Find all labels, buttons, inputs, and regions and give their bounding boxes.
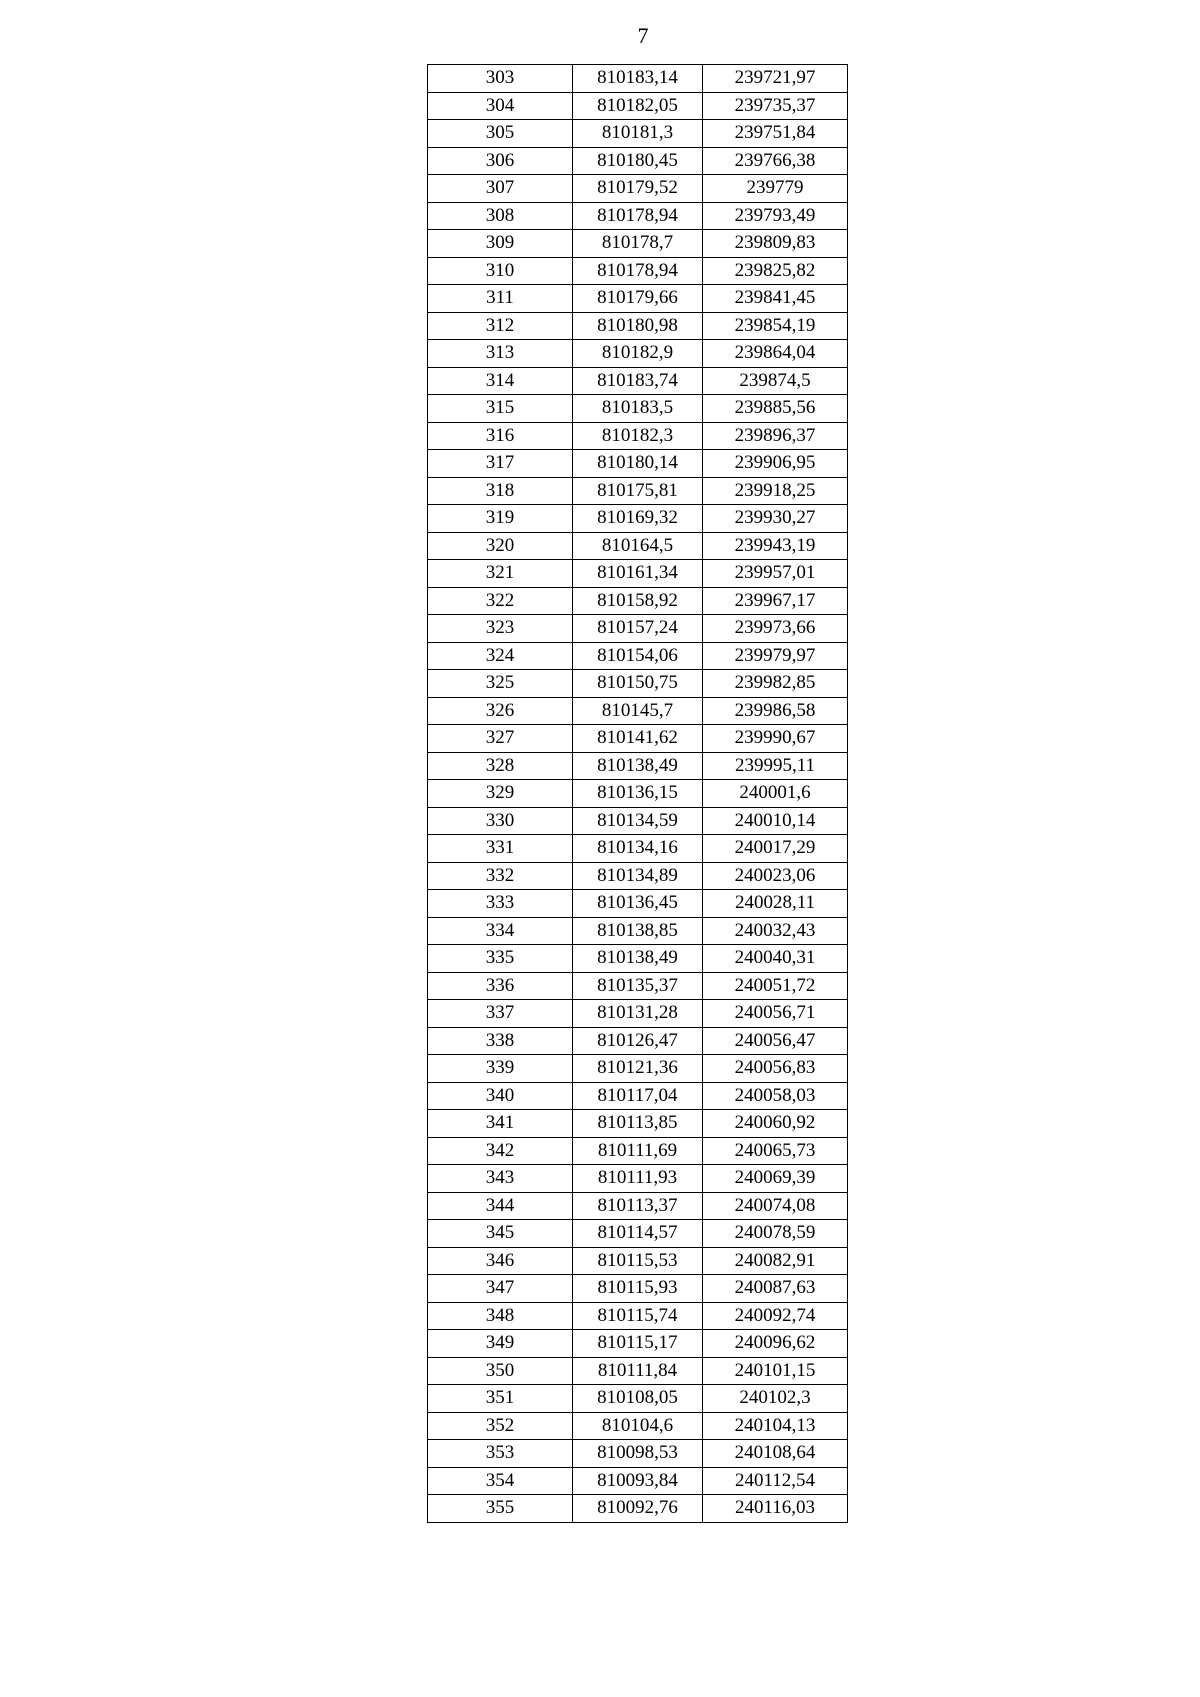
table-row bbox=[428, 395, 848, 423]
point-number-cell: 344 bbox=[428, 1192, 573, 1220]
point-number-cell: 346 bbox=[428, 1247, 573, 1275]
y-coordinate-cell: 239854,19 bbox=[703, 312, 848, 340]
x-coordinate-cell: 810180,98 bbox=[573, 312, 703, 340]
y-coordinate-cell: 239918,25 bbox=[703, 477, 848, 505]
table-row bbox=[428, 1467, 848, 1495]
y-coordinate-cell: 240056,71 bbox=[703, 1000, 848, 1028]
point-number-cell: 348 bbox=[428, 1302, 573, 1330]
point-number-cell: 340 bbox=[428, 1082, 573, 1110]
point-number-cell: 343 bbox=[428, 1165, 573, 1193]
point-number-cell: 308 bbox=[428, 202, 573, 230]
table-row bbox=[428, 670, 848, 698]
x-coordinate-cell: 810138,85 bbox=[573, 917, 703, 945]
point-number-cell: 334 bbox=[428, 917, 573, 945]
y-coordinate-cell: 239995,11 bbox=[703, 752, 848, 780]
x-coordinate-cell: 810114,57 bbox=[573, 1220, 703, 1248]
page-number: 7 bbox=[637, 23, 649, 48]
table-row bbox=[428, 1082, 848, 1110]
point-number-cell: 355 bbox=[428, 1495, 573, 1523]
point-number-cell: 322 bbox=[428, 587, 573, 615]
x-coordinate-cell: 810108,05 bbox=[573, 1385, 703, 1413]
table-row bbox=[428, 175, 848, 203]
y-coordinate-cell: 239793,49 bbox=[703, 202, 848, 230]
x-coordinate-cell: 810154,06 bbox=[573, 642, 703, 670]
table-row bbox=[428, 1302, 848, 1330]
table-row bbox=[428, 1220, 848, 1248]
y-coordinate-cell: 239885,56 bbox=[703, 395, 848, 423]
point-number-cell: 312 bbox=[428, 312, 573, 340]
coordinates-table-body bbox=[428, 65, 848, 1523]
y-coordinate-cell: 240010,14 bbox=[703, 807, 848, 835]
y-coordinate-cell: 239906,95 bbox=[703, 450, 848, 478]
x-coordinate-cell: 810141,62 bbox=[573, 725, 703, 753]
x-coordinate-cell: 810136,45 bbox=[573, 890, 703, 918]
x-coordinate-cell: 810183,5 bbox=[573, 395, 703, 423]
y-coordinate-cell: 239779 bbox=[703, 175, 848, 203]
x-coordinate-cell: 810117,04 bbox=[573, 1082, 703, 1110]
table-row bbox=[428, 285, 848, 313]
x-coordinate-cell: 810111,93 bbox=[573, 1165, 703, 1193]
point-number-cell: 329 bbox=[428, 780, 573, 808]
point-number-cell: 303 bbox=[428, 65, 573, 93]
y-coordinate-cell: 239973,66 bbox=[703, 615, 848, 643]
y-coordinate-cell: 240104,13 bbox=[703, 1412, 848, 1440]
table-row bbox=[428, 92, 848, 120]
y-coordinate-cell: 240087,63 bbox=[703, 1275, 848, 1303]
y-coordinate-cell: 239735,37 bbox=[703, 92, 848, 120]
x-coordinate-cell: 810182,3 bbox=[573, 422, 703, 450]
table-row bbox=[428, 1275, 848, 1303]
x-coordinate-cell: 810161,34 bbox=[573, 560, 703, 588]
table-row bbox=[428, 202, 848, 230]
point-number-cell: 354 bbox=[428, 1467, 573, 1495]
x-coordinate-cell: 810104,6 bbox=[573, 1412, 703, 1440]
table-row bbox=[428, 890, 848, 918]
x-coordinate-cell: 810169,32 bbox=[573, 505, 703, 533]
x-coordinate-cell: 810175,81 bbox=[573, 477, 703, 505]
x-coordinate-cell: 810178,94 bbox=[573, 257, 703, 285]
y-coordinate-cell: 240082,91 bbox=[703, 1247, 848, 1275]
x-coordinate-cell: 810098,53 bbox=[573, 1440, 703, 1468]
point-number-cell: 335 bbox=[428, 945, 573, 973]
point-number-cell: 317 bbox=[428, 450, 573, 478]
y-coordinate-cell: 240078,59 bbox=[703, 1220, 848, 1248]
point-number-cell: 350 bbox=[428, 1357, 573, 1385]
point-number-cell: 309 bbox=[428, 230, 573, 258]
y-coordinate-cell: 240101,15 bbox=[703, 1357, 848, 1385]
y-coordinate-cell: 240116,03 bbox=[703, 1495, 848, 1523]
x-coordinate-cell: 810179,66 bbox=[573, 285, 703, 313]
x-coordinate-cell: 810134,89 bbox=[573, 862, 703, 890]
point-number-cell: 333 bbox=[428, 890, 573, 918]
y-coordinate-cell: 239982,85 bbox=[703, 670, 848, 698]
y-coordinate-cell: 240102,3 bbox=[703, 1385, 848, 1413]
y-coordinate-cell: 239721,97 bbox=[703, 65, 848, 93]
y-coordinate-cell: 240040,31 bbox=[703, 945, 848, 973]
table-row bbox=[428, 835, 848, 863]
coordinates-table bbox=[427, 64, 848, 1523]
table-row bbox=[428, 1192, 848, 1220]
point-number-cell: 349 bbox=[428, 1330, 573, 1358]
point-number-cell: 318 bbox=[428, 477, 573, 505]
x-coordinate-cell: 810115,74 bbox=[573, 1302, 703, 1330]
table-row bbox=[428, 697, 848, 725]
x-coordinate-cell: 810111,69 bbox=[573, 1137, 703, 1165]
point-number-cell: 315 bbox=[428, 395, 573, 423]
x-coordinate-cell: 810113,37 bbox=[573, 1192, 703, 1220]
x-coordinate-cell: 810178,7 bbox=[573, 230, 703, 258]
y-coordinate-cell: 239766,38 bbox=[703, 147, 848, 175]
table-row bbox=[428, 1247, 848, 1275]
table-row bbox=[428, 340, 848, 368]
x-coordinate-cell: 810135,37 bbox=[573, 972, 703, 1000]
x-coordinate-cell: 810134,16 bbox=[573, 835, 703, 863]
y-coordinate-cell: 239967,17 bbox=[703, 587, 848, 615]
point-number-cell: 320 bbox=[428, 532, 573, 560]
point-number-cell: 339 bbox=[428, 1055, 573, 1083]
table-row bbox=[428, 587, 848, 615]
point-number-cell: 330 bbox=[428, 807, 573, 835]
y-coordinate-cell: 239841,45 bbox=[703, 285, 848, 313]
table-row bbox=[428, 560, 848, 588]
y-coordinate-cell: 239751,84 bbox=[703, 120, 848, 148]
point-number-cell: 347 bbox=[428, 1275, 573, 1303]
table-row bbox=[428, 312, 848, 340]
x-coordinate-cell: 810115,93 bbox=[573, 1275, 703, 1303]
x-coordinate-cell: 810138,49 bbox=[573, 945, 703, 973]
point-number-cell: 313 bbox=[428, 340, 573, 368]
y-coordinate-cell: 239979,97 bbox=[703, 642, 848, 670]
table-row bbox=[428, 1110, 848, 1138]
x-coordinate-cell: 810183,14 bbox=[573, 65, 703, 93]
y-coordinate-cell: 240092,74 bbox=[703, 1302, 848, 1330]
y-coordinate-cell: 239896,37 bbox=[703, 422, 848, 450]
table-row bbox=[428, 147, 848, 175]
table-row bbox=[428, 532, 848, 560]
table-row bbox=[428, 65, 848, 93]
point-number-cell: 306 bbox=[428, 147, 573, 175]
table-row bbox=[428, 367, 848, 395]
x-coordinate-cell: 810092,76 bbox=[573, 1495, 703, 1523]
x-coordinate-cell: 810180,45 bbox=[573, 147, 703, 175]
x-coordinate-cell: 810115,53 bbox=[573, 1247, 703, 1275]
point-number-cell: 341 bbox=[428, 1110, 573, 1138]
y-coordinate-cell: 240112,54 bbox=[703, 1467, 848, 1495]
y-coordinate-cell: 239864,04 bbox=[703, 340, 848, 368]
point-number-cell: 323 bbox=[428, 615, 573, 643]
point-number-cell: 311 bbox=[428, 285, 573, 313]
y-coordinate-cell: 240056,47 bbox=[703, 1027, 848, 1055]
point-number-cell: 307 bbox=[428, 175, 573, 203]
y-coordinate-cell: 240058,03 bbox=[703, 1082, 848, 1110]
table-row bbox=[428, 120, 848, 148]
y-coordinate-cell: 240017,29 bbox=[703, 835, 848, 863]
table-row bbox=[428, 807, 848, 835]
x-coordinate-cell: 810115,17 bbox=[573, 1330, 703, 1358]
y-coordinate-cell: 240074,08 bbox=[703, 1192, 848, 1220]
point-number-cell: 304 bbox=[428, 92, 573, 120]
table-row bbox=[428, 257, 848, 285]
table-row bbox=[428, 450, 848, 478]
table-row bbox=[428, 725, 848, 753]
x-coordinate-cell: 810138,49 bbox=[573, 752, 703, 780]
y-coordinate-cell: 239874,5 bbox=[703, 367, 848, 395]
y-coordinate-cell: 239930,27 bbox=[703, 505, 848, 533]
table-row bbox=[428, 422, 848, 450]
point-number-cell: 327 bbox=[428, 725, 573, 753]
point-number-cell: 310 bbox=[428, 257, 573, 285]
point-number-cell: 328 bbox=[428, 752, 573, 780]
point-number-cell: 316 bbox=[428, 422, 573, 450]
x-coordinate-cell: 810157,24 bbox=[573, 615, 703, 643]
x-coordinate-cell: 810178,94 bbox=[573, 202, 703, 230]
y-coordinate-cell: 239986,58 bbox=[703, 697, 848, 725]
x-coordinate-cell: 810093,84 bbox=[573, 1467, 703, 1495]
y-coordinate-cell: 240065,73 bbox=[703, 1137, 848, 1165]
table-row bbox=[428, 1027, 848, 1055]
x-coordinate-cell: 810113,85 bbox=[573, 1110, 703, 1138]
y-coordinate-cell: 240056,83 bbox=[703, 1055, 848, 1083]
table-row bbox=[428, 1440, 848, 1468]
point-number-cell: 345 bbox=[428, 1220, 573, 1248]
table-row bbox=[428, 917, 848, 945]
table-row bbox=[428, 230, 848, 258]
x-coordinate-cell: 810145,7 bbox=[573, 697, 703, 725]
table-row bbox=[428, 1000, 848, 1028]
x-coordinate-cell: 810179,52 bbox=[573, 175, 703, 203]
table-row bbox=[428, 1495, 848, 1523]
y-coordinate-cell: 239957,01 bbox=[703, 560, 848, 588]
point-number-cell: 336 bbox=[428, 972, 573, 1000]
point-number-cell: 337 bbox=[428, 1000, 573, 1028]
point-number-cell: 342 bbox=[428, 1137, 573, 1165]
y-coordinate-cell: 240023,06 bbox=[703, 862, 848, 890]
y-coordinate-cell: 240028,11 bbox=[703, 890, 848, 918]
table-row bbox=[428, 1165, 848, 1193]
y-coordinate-cell: 239809,83 bbox=[703, 230, 848, 258]
table-row bbox=[428, 780, 848, 808]
x-coordinate-cell: 810182,9 bbox=[573, 340, 703, 368]
y-coordinate-cell: 239825,82 bbox=[703, 257, 848, 285]
x-coordinate-cell: 810126,47 bbox=[573, 1027, 703, 1055]
point-number-cell: 324 bbox=[428, 642, 573, 670]
x-coordinate-cell: 810158,92 bbox=[573, 587, 703, 615]
x-coordinate-cell: 810180,14 bbox=[573, 450, 703, 478]
y-coordinate-cell: 240096,62 bbox=[703, 1330, 848, 1358]
x-coordinate-cell: 810150,75 bbox=[573, 670, 703, 698]
table-row bbox=[428, 945, 848, 973]
point-number-cell: 338 bbox=[428, 1027, 573, 1055]
x-coordinate-cell: 810134,59 bbox=[573, 807, 703, 835]
y-coordinate-cell: 240001,6 bbox=[703, 780, 848, 808]
y-coordinate-cell: 240032,43 bbox=[703, 917, 848, 945]
y-coordinate-cell: 240069,39 bbox=[703, 1165, 848, 1193]
table-row bbox=[428, 1385, 848, 1413]
point-number-cell: 332 bbox=[428, 862, 573, 890]
x-coordinate-cell: 810131,28 bbox=[573, 1000, 703, 1028]
y-coordinate-cell: 240108,64 bbox=[703, 1440, 848, 1468]
table-row bbox=[428, 1055, 848, 1083]
y-coordinate-cell: 240051,72 bbox=[703, 972, 848, 1000]
table-row bbox=[428, 862, 848, 890]
point-number-cell: 331 bbox=[428, 835, 573, 863]
table-row bbox=[428, 1357, 848, 1385]
x-coordinate-cell: 810121,36 bbox=[573, 1055, 703, 1083]
point-number-cell: 321 bbox=[428, 560, 573, 588]
point-number-cell: 319 bbox=[428, 505, 573, 533]
point-number-cell: 352 bbox=[428, 1412, 573, 1440]
table-row bbox=[428, 505, 848, 533]
point-number-cell: 353 bbox=[428, 1440, 573, 1468]
table-row bbox=[428, 615, 848, 643]
table-row bbox=[428, 1412, 848, 1440]
table-row bbox=[428, 752, 848, 780]
y-coordinate-cell: 240060,92 bbox=[703, 1110, 848, 1138]
y-coordinate-cell: 239943,19 bbox=[703, 532, 848, 560]
x-coordinate-cell: 810183,74 bbox=[573, 367, 703, 395]
x-coordinate-cell: 810111,84 bbox=[573, 1357, 703, 1385]
x-coordinate-cell: 810182,05 bbox=[573, 92, 703, 120]
point-number-cell: 351 bbox=[428, 1385, 573, 1413]
point-number-cell: 325 bbox=[428, 670, 573, 698]
point-number-cell: 326 bbox=[428, 697, 573, 725]
x-coordinate-cell: 810181,3 bbox=[573, 120, 703, 148]
x-coordinate-cell: 810136,15 bbox=[573, 780, 703, 808]
point-number-cell: 305 bbox=[428, 120, 573, 148]
table-row bbox=[428, 1137, 848, 1165]
table-row bbox=[428, 477, 848, 505]
table-row bbox=[428, 1330, 848, 1358]
point-number-cell: 314 bbox=[428, 367, 573, 395]
table-row bbox=[428, 642, 848, 670]
x-coordinate-cell: 810164,5 bbox=[573, 532, 703, 560]
table-row bbox=[428, 972, 848, 1000]
y-coordinate-cell: 239990,67 bbox=[703, 725, 848, 753]
